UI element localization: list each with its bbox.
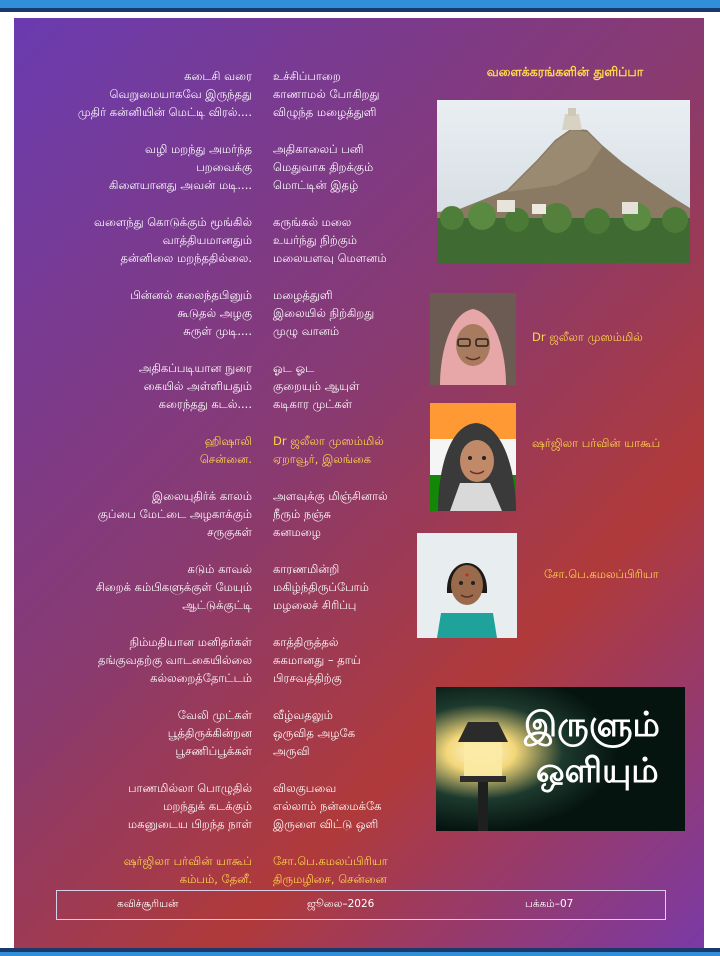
poem-line: விழுந்த மழைத்துளி (273, 105, 377, 119)
poem-line: குப்பை மேட்டை அழகாக்கும் (97, 507, 252, 521)
poem-line: விலகுபவை (273, 781, 337, 795)
poem-line: கல்லறைத்தோட்டம் (150, 671, 252, 685)
poem-author (273, 432, 433, 468)
poem-line: உச்சிப்பாறை (273, 69, 341, 83)
poem-stanza (20, 213, 252, 267)
poem-line: காணாமல் போகிறது (273, 87, 380, 101)
page-number: பக்கம்–07 (525, 898, 574, 910)
author-place: கம்பம், தேனீ. (179, 872, 252, 886)
poem-line: அருவி (273, 744, 310, 758)
author-name: Dr ஜலீலா முஸம்மில் (273, 434, 384, 448)
poet-photo-kamalapriya (417, 533, 517, 638)
poem-stanza (20, 359, 252, 413)
poem-line: பூத்திருக்கின்றன (167, 726, 252, 740)
lamp-title-line2: ஒளியும் (536, 751, 659, 791)
poem-line: கடைசி வரை (184, 69, 252, 83)
poem-stanza (273, 286, 433, 340)
poem-line: எல்லாம் நன்மைக்கே (273, 799, 382, 813)
poem-line: கரைந்தது கடல்.... (158, 397, 252, 411)
poem-line: மறந்துக் கடக்கும் (163, 799, 252, 813)
poem-stanza (273, 359, 433, 413)
poem-line: தன்னிலை மறந்ததில்லை. (120, 251, 252, 265)
poem-line: மொட்டின் இதழ் (273, 178, 359, 192)
poem-line: வீழ்வதலும் (273, 708, 333, 722)
poem-stanza (273, 487, 433, 541)
poet-photo-jaleela (430, 293, 516, 385)
top-border-bar-dark (0, 8, 720, 12)
poem-stanza (273, 560, 433, 614)
poem-line: சிறைக் கம்பிகளுக்குள் மேயும் (95, 580, 252, 594)
poem-line: கடும் காவல் (187, 562, 252, 576)
author-name: சோ.பெ.கமலப்பிரியா (273, 854, 388, 868)
poem-author (20, 852, 252, 888)
poem-line: குறையும் ஆயுள் (273, 379, 360, 393)
poem-line: ஓட ஓட (273, 361, 315, 375)
poem-line: அதிகப்படியான நுரை (138, 361, 252, 375)
poem-line: கிளையானது அவன் மடி.... (109, 178, 252, 192)
poem-line: இலையுதிர்க் காலம் (151, 489, 252, 503)
poem-line: மெதுவாக திறக்கும் (273, 160, 374, 174)
magazine-name: கவிச்சூரியன் (117, 898, 179, 910)
bottom-border-bar (0, 952, 720, 956)
poem-stanza (20, 633, 252, 687)
author-place: திருமழிசை, சென்னை (273, 872, 387, 886)
author-name: ஹிஷாலி (204, 434, 252, 448)
poem-stanza (273, 706, 433, 760)
poem-line: அளவுக்கு மிஞ்சினால் (273, 489, 388, 503)
poem-author (273, 852, 433, 888)
poem-line: காரணமின்றி (273, 562, 340, 576)
poem-line: இருளை விட்டு ஒளி (273, 817, 379, 831)
poem-stanza (20, 560, 252, 614)
author-name: ஷர்ஜிலா பர்வின் யாகூப் (123, 854, 252, 868)
poet2-caption: ஷர்ஜிலா பர்வின் யாகூப் (532, 436, 661, 450)
poem-line: வெறுமையாகவே இருந்தது (109, 87, 252, 101)
poem-line: காத்திருத்தல் (273, 635, 339, 649)
poem-line: மழலைச் சிரிப்பு (273, 598, 357, 612)
poem-line: பூசணிப்பூக்கள் (175, 744, 252, 758)
poem-line: வேலி முட்கள் (177, 708, 252, 722)
poem-line: முதிர் கன்னியின் மெட்டி விரல்.... (77, 105, 252, 119)
middle-poem-column (273, 67, 433, 907)
poem-stanza (273, 67, 433, 121)
poem-line: சுகமானது – தாய் (273, 653, 361, 667)
poem-line: ஆட்டுக்குட்டி (182, 598, 252, 612)
poem-line: பின்னல் கலைந்தபினும் (130, 288, 252, 302)
poem-stanza (20, 706, 252, 760)
poem-line: சருகுகள் (207, 525, 252, 539)
poem-line: பிரசவத்திற்கு (273, 671, 342, 685)
poem-stanza (20, 286, 252, 340)
poem-stanza (20, 487, 252, 541)
poem-stanza (273, 633, 433, 687)
top-border-bar (0, 0, 720, 8)
poem-stanza (273, 140, 433, 194)
author-place: ஏறாவூர், இலங்கை (273, 452, 372, 466)
lamp-title-line1: இருளும் (524, 705, 660, 745)
poem-line: மகனுடைய பிறந்த நாள் (127, 817, 252, 831)
poem-line: கடிகார முட்கள் (273, 397, 353, 411)
poem-line: வளைந்து கொடுக்கும் மூங்கில் (93, 215, 252, 229)
poem-line: தங்குவதற்கு வாடகையில்லை (97, 653, 252, 667)
page-footer (56, 890, 666, 920)
poem-line: மழைத்துளி (273, 288, 333, 302)
lamp-image (436, 687, 685, 831)
poem-line: நிம்மதியான மனிதர்கள் (129, 635, 252, 649)
poem-line: சுருள் முடி.... (183, 324, 252, 338)
poem-line: பறவைக்கு (196, 160, 252, 174)
rock-fort-photo (437, 100, 690, 263)
section-heading: வளைக்கரங்களின் துளிப்பா (486, 64, 644, 79)
poem-stanza (20, 779, 252, 833)
poem-line: உயர்ந்து நிற்கும் (273, 233, 358, 247)
poet-photo-sharjila (430, 403, 516, 511)
poem-stanza (273, 213, 433, 267)
poem-line: முழு வானம் (273, 324, 340, 338)
poem-line: மலையளவு மௌனம் (273, 251, 387, 265)
poem-line: பாணமில்லா பொழுதில் (127, 781, 252, 795)
issue-month: ஜூலை–2026 (307, 898, 375, 910)
poet1-caption: Dr ஜலீலா முஸம்மில் (532, 330, 643, 344)
poem-line: கையில் அள்ளியதும் (143, 379, 252, 393)
poem-line: கருங்கல் மலை (273, 215, 352, 229)
poem-stanza (20, 67, 252, 121)
poem-line: வழி மறந்து அமர்ந்த (145, 142, 252, 156)
poem-line: வாத்தியமானதும் (162, 233, 252, 247)
poet3-caption: சோ.பெ.கமலப்பிரியா (544, 567, 659, 581)
poem-line: கூடுதல் அழகு (177, 306, 252, 320)
poem-line: கனமழை (273, 525, 321, 539)
poem-line: மகிழ்ந்திருப்போம் (273, 580, 369, 594)
poem-line: அதிகாலைப் பனி (273, 142, 364, 156)
poem-line: நீரும் நஞ்சு (273, 507, 332, 521)
poem-line: ஒருவித அழகே (273, 726, 356, 740)
poem-line: இலையில் நிற்கிறது (273, 306, 375, 320)
poem-stanza (273, 779, 433, 833)
left-poem-column (20, 67, 252, 907)
poem-stanza (20, 140, 252, 194)
author-place: சென்னை. (199, 452, 252, 466)
poem-author (20, 432, 252, 468)
